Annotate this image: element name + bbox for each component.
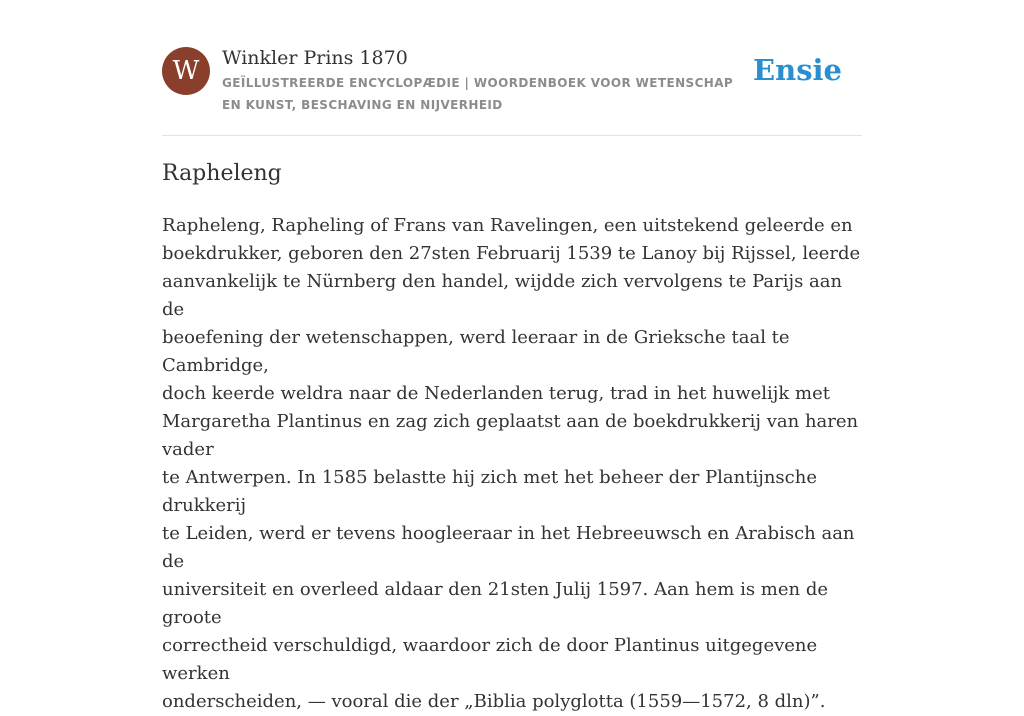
header-divider bbox=[162, 135, 862, 136]
source-title[interactable]: Winkler Prins 1870 bbox=[222, 47, 408, 69]
source-header bbox=[162, 46, 862, 116]
entry-body: Rapheleng, Rapheling of Frans van Ravelingen, een uitstekend geleerde en boekdrukker, geboren den 27sten Februarij 1539 te Lanoy bij Rijssel, leerde aanvankelijk te Nürnberg den handel, wijdde zich vervolgens te Parijs aan de beoefening der wetenschappen, werd leeraar in de Grieksche taal te Cambridge, doch keerde weldra naar de Nederlanden terug, trad in het huwelijk met Margaretha Plantinus en zag zich geplaatst aan de boekdrukkerij van haren vader te Antwerpen. In 1585 belastte hij zich met het beheer der Plantijnsche drukkerij te Leiden, werd er tevens hoogleeraar in het Hebreeuwsch en Arabisch aan de universiteit en overleed aldaar den 21sten Julij 1597. Aan hem is men de groote correctheid verschuldigd, waardoor zich de door Plantinus uitgegevene werken onderscheiden, — vooral die der „Biblia polyglotta (1559—1572, 8 dln)”. bbox=[162, 215, 861, 712]
source-subtitle: GEÏLLUSTREERDE ENCYCLOPÆDIE | WOORDENBOEK VOOR WETENSCHAP EN KUNST, BESCHAVING EN NIJVERHEID bbox=[222, 76, 734, 112]
brand-logo[interactable]: Ensie bbox=[753, 53, 842, 87]
entry-title: Rapheleng bbox=[162, 161, 282, 186]
avatar[interactable]: W bbox=[162, 47, 210, 95]
